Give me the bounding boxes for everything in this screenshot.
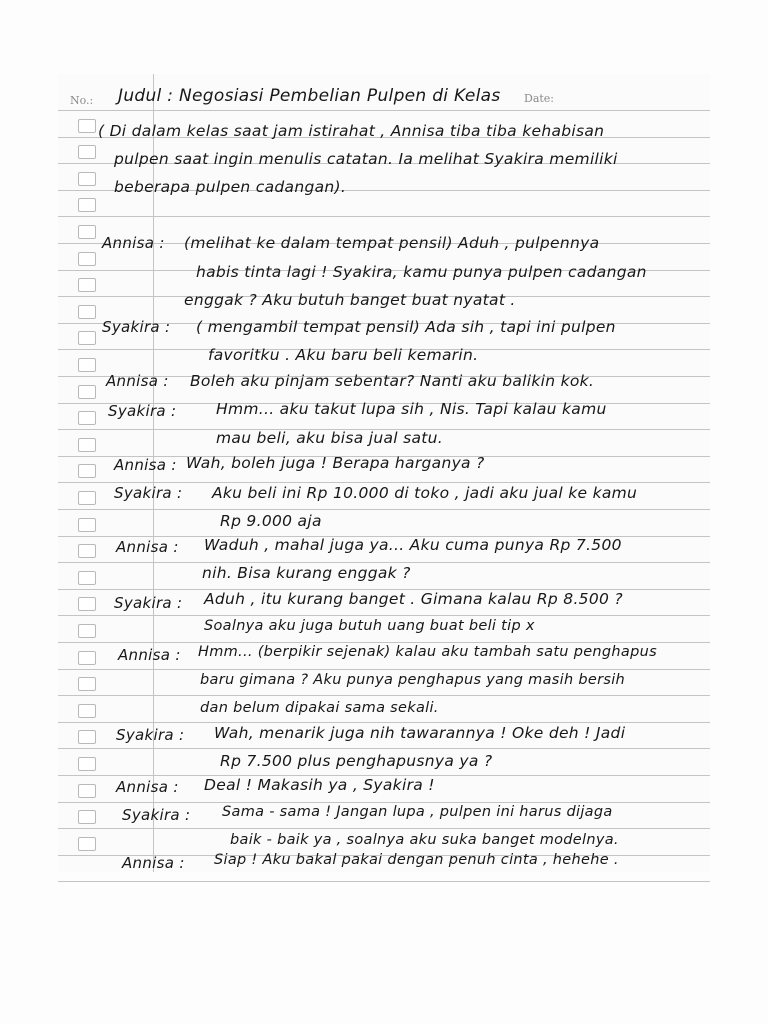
speaker-name: Annisa : xyxy=(118,646,181,664)
margin-checkbox xyxy=(78,624,96,638)
ruled-line xyxy=(58,748,710,749)
dialogue-line: Siap ! Aku bakal pakai dengan penuh cinta , hehehe . xyxy=(214,852,619,868)
speaker-name: Annisa : xyxy=(116,778,179,796)
margin-checkbox xyxy=(78,464,96,478)
dialogue-line: mau beli, aku bisa jual satu. xyxy=(216,429,444,447)
margin-checkbox xyxy=(78,438,96,452)
page-title: Judul : Negosiasi Pembelian Pulpen di Kelas xyxy=(118,86,501,106)
speaker-name: Annisa : xyxy=(116,538,179,556)
ruled-line xyxy=(58,722,710,723)
margin-checkbox xyxy=(78,411,96,425)
margin-checkbox xyxy=(78,810,96,824)
dialogue-line: Aku beli ini Rp 10.000 di toko , jadi aku jual ke kamu xyxy=(212,484,638,502)
dialogue-line: Hmm... (berpikir sejenak) kalau aku tambah satu penghapus xyxy=(198,644,657,660)
margin-checkbox xyxy=(78,198,96,212)
ruled-line xyxy=(58,828,710,829)
ruled-line xyxy=(58,695,710,696)
margin-checkbox xyxy=(78,571,96,585)
ruled-line xyxy=(58,669,710,670)
speaker-name: Syakira : xyxy=(116,726,185,744)
dialogue-line: Boleh aku pinjam sebentar? Nanti aku balikin kok. xyxy=(190,372,595,390)
ruled-line xyxy=(58,802,710,803)
speaker-name: Annisa : xyxy=(106,372,169,390)
dialogue-line: Waduh , mahal juga ya... Aku cuma punya Rp 7.500 xyxy=(204,536,622,554)
margin-checkbox xyxy=(78,757,96,771)
date-label: Date: xyxy=(524,92,555,105)
dialogue-line: habis tinta lagi ! Syakira, kamu punya pulpen cadangan xyxy=(196,263,647,281)
dialogue-line: dan belum dipakai sama sekali. xyxy=(200,700,439,716)
ruled-line xyxy=(58,110,710,111)
margin-checkbox xyxy=(78,172,96,186)
intro-line: pulpen saat ingin menulis catatan. Ia melihat Syakira memiliki xyxy=(114,150,618,168)
margin-checkbox xyxy=(78,677,96,691)
margin-checkbox xyxy=(78,651,96,665)
margin-checkbox xyxy=(78,518,96,532)
dialogue-line: favoritku . Aku baru beli kemarin. xyxy=(208,346,479,364)
dialogue-line: baru gimana ? Aku punya penghapus yang masih bersih xyxy=(200,672,626,688)
notebook-page xyxy=(58,74,710,872)
dialogue-line: baik - baik ya , soalnya aku suka banget modelnya. xyxy=(230,832,619,848)
speaker-name: Syakira : xyxy=(114,594,183,612)
speaker-name: Syakira : xyxy=(114,484,183,502)
dialogue-line: Wah, menarik juga nih tawarannya ! Oke deh ! Jadi xyxy=(214,724,626,742)
dialogue-line: enggak ? Aku butuh banget buat nyatat . xyxy=(184,291,516,309)
margin-checkbox xyxy=(78,704,96,718)
dialogue-line: ( mengambil tempat pensil) Ada sih , tapi ini pulpen xyxy=(196,318,616,336)
speaker-name: Syakira : xyxy=(108,402,177,420)
dialogue-line: Wah, boleh juga ! Berapa harganya ? xyxy=(186,454,485,472)
dialogue-line: Hmm... aku takut lupa sih , Nis. Tapi kalau kamu xyxy=(216,400,607,418)
margin-checkbox xyxy=(78,491,96,505)
dialogue-line: Rp 7.500 plus penghapusnya ya ? xyxy=(220,752,493,770)
margin-checkbox xyxy=(78,784,96,798)
margin-checkbox xyxy=(78,358,96,372)
margin-checkbox xyxy=(78,278,96,292)
margin-checkbox xyxy=(78,730,96,744)
margin-checkbox xyxy=(78,225,96,239)
speaker-name: Annisa : xyxy=(114,456,177,474)
dialogue-line: Sama - sama ! Jangan lupa , pulpen ini harus dijaga xyxy=(222,804,613,820)
ruled-line xyxy=(58,881,710,882)
dialogue-line: Soalnya aku juga butuh uang buat beli tip x xyxy=(204,618,535,634)
margin-checkbox xyxy=(78,544,96,558)
dialogue-line: Rp 9.000 aja xyxy=(220,512,322,530)
dialogue-line: Aduh , itu kurang banget . Gimana kalau Rp 8.500 ? xyxy=(204,590,623,608)
ruled-line xyxy=(58,562,710,563)
speaker-name: Syakira : xyxy=(122,806,191,824)
speaker-name: Annisa : xyxy=(122,854,185,872)
margin-checkbox xyxy=(78,597,96,611)
margin-checkbox xyxy=(78,385,96,399)
margin-checkbox xyxy=(78,252,96,266)
intro-line: beberapa pulpen cadangan). xyxy=(114,178,347,196)
margin-checkbox xyxy=(78,331,96,345)
margin-checkbox xyxy=(78,305,96,319)
ruled-line xyxy=(58,615,710,616)
margin-checkbox xyxy=(78,837,96,851)
ruled-line xyxy=(58,509,710,510)
dialogue-line: nih. Bisa kurang enggak ? xyxy=(202,564,411,582)
ruled-line xyxy=(58,216,710,217)
no-label: No.: xyxy=(70,94,94,107)
margin-checkbox xyxy=(78,145,96,159)
ruled-line xyxy=(58,482,710,483)
ruled-line xyxy=(58,642,710,643)
margin-checkbox xyxy=(78,119,96,133)
dialogue-line: Deal ! Makasih ya , Syakira ! xyxy=(204,776,435,794)
dialogue-line: (melihat ke dalam tempat pensil) Aduh , pulpennya xyxy=(184,234,600,252)
speaker-name: Annisa : xyxy=(102,234,165,252)
speaker-name: Syakira : xyxy=(102,318,171,336)
intro-line: ( Di dalam kelas saat jam istirahat , Annisa tiba tiba kehabisan xyxy=(98,122,605,140)
